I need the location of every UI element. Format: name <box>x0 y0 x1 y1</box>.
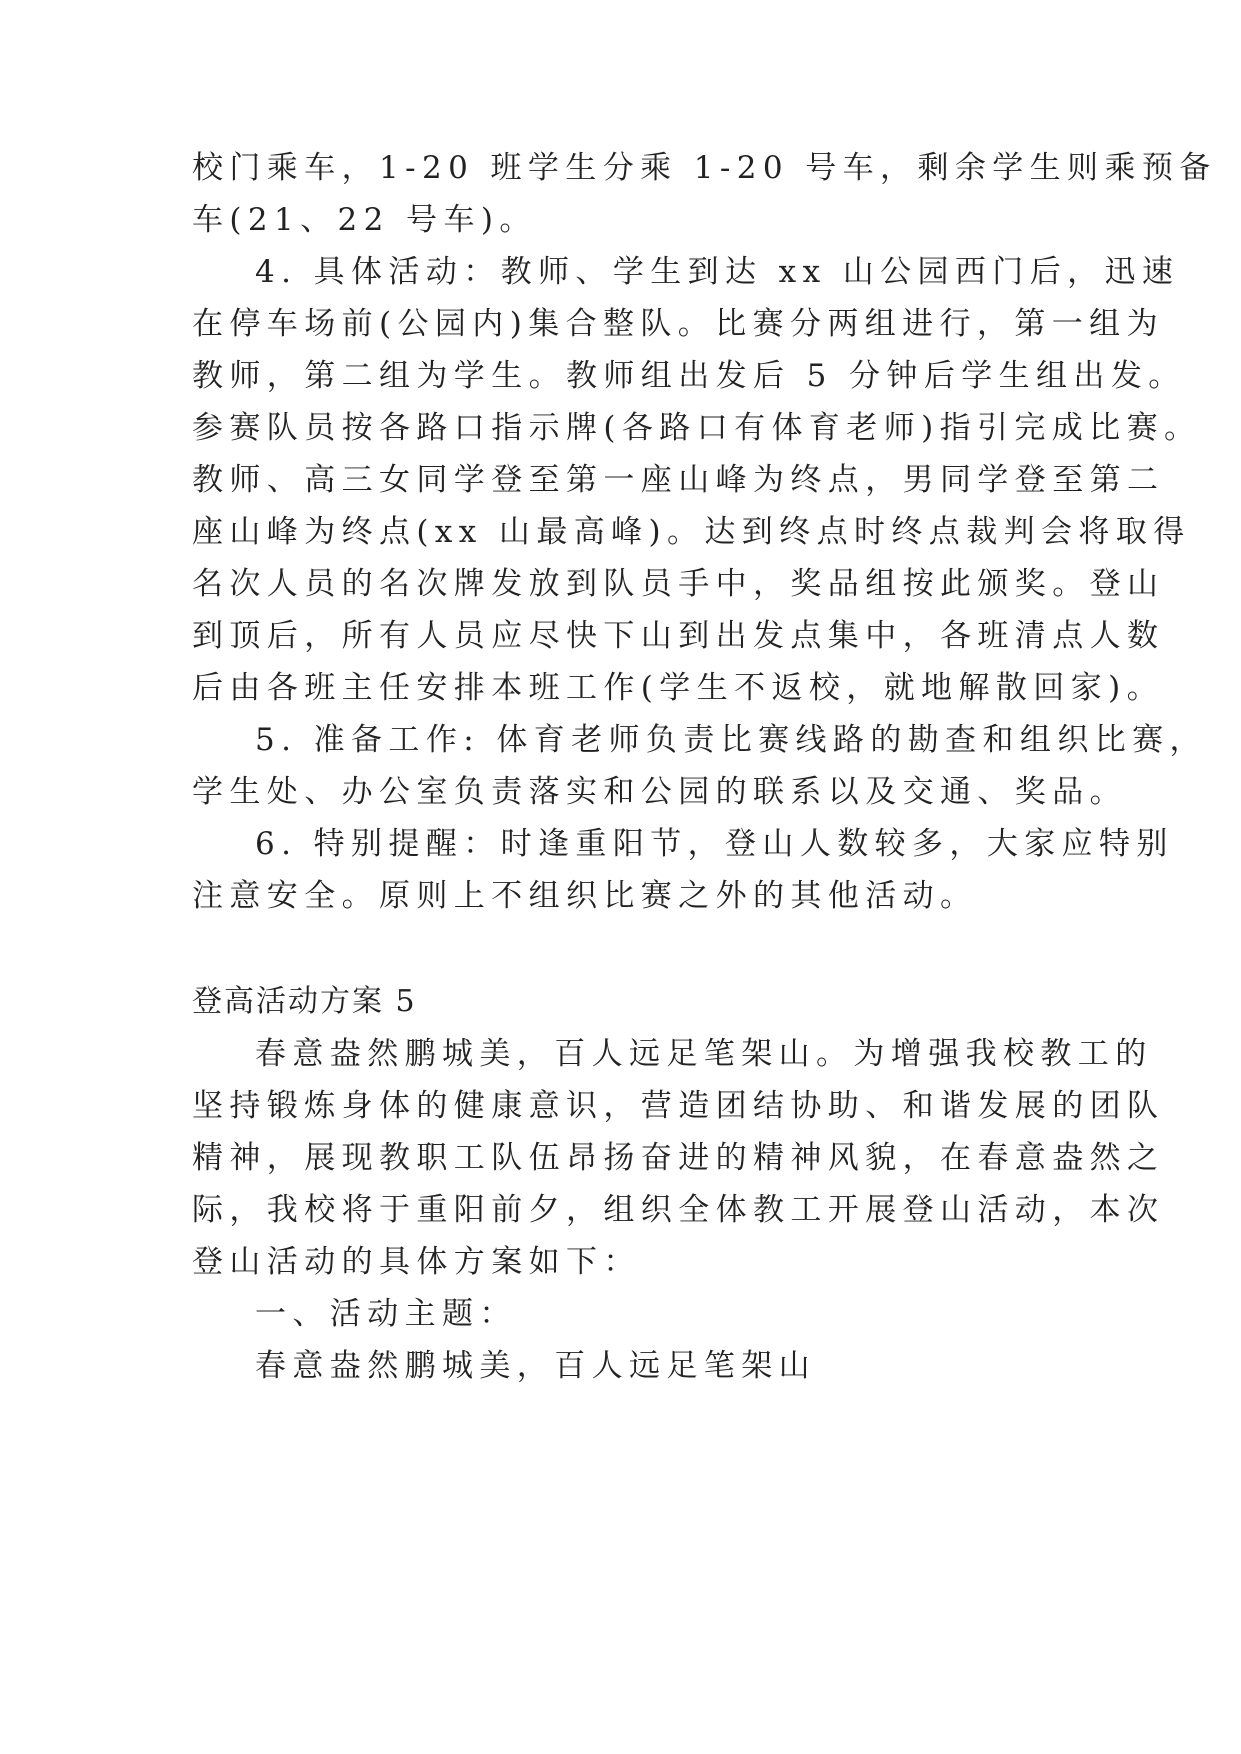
paragraph-line: 4. 具体活动：教师、学生到达 xx 山公园西门后，迅速 <box>255 254 1180 290</box>
paragraph-line: 坚持锻炼身体的健康意识，营造团结协助、和谐发展的团队 <box>192 1088 1165 1124</box>
paragraph-line: 登山活动的具体方案如下： <box>192 1244 641 1280</box>
paragraph-line: 春意盎然鹏城美，百人远足笔架山 <box>255 1348 816 1384</box>
paragraph-line: 座山峰为终点(xx 山最高峰)。达到终点时终点裁判会将取得 <box>192 514 1191 550</box>
paragraph-line: 后由各班主任安排本班工作(学生不返校，就地解散回家)。 <box>192 670 1164 706</box>
paragraph-line: 春意盎然鹏城美，百人远足笔架山。为增强我校教工的 <box>255 1036 1153 1072</box>
paragraph-line: 6. 特别提醒：时逢重阳节，登山人数较多，大家应特别 <box>255 826 1174 862</box>
paragraph-line: 名次人员的名次牌发放到队员手中，奖品组按此颁奖。登山 <box>192 566 1165 602</box>
section-heading: 登高活动方案 5 <box>192 984 417 1019</box>
paragraph-line: 到顶后，所有人员应尽快下山到出发点集中，各班清点人数 <box>192 618 1165 654</box>
paragraph-line: 在停车场前(公园内)集合整队。比赛分两组进行，第一组为 <box>192 306 1164 342</box>
paragraph-line: 学生处、办公室负责落实和公园的联系以及交通、奖品。 <box>192 774 1127 810</box>
paragraph-line: 际，我校将于重阳前夕，组织全体教工开展登山活动，本次 <box>192 1192 1165 1228</box>
paragraph-line: 车(21、22 号车)。 <box>192 202 537 238</box>
paragraph-line: 校门乘车，1-20 班学生分乘 1-20 号车，剩余学生则乘预备 <box>192 150 1217 186</box>
subheading-line: 一、活动主题： <box>255 1296 517 1332</box>
paragraph-line: 5. 准备工作: 体育老师负责比赛线路的勘查和组织比赛， <box>255 722 1207 758</box>
paragraph-line: 教师，第二组为学生。教师组出发后 5 分钟后学生组出发。 <box>192 358 1186 394</box>
paragraph-line: 参赛队员按各路口指示牌(各路口有体育老师)指引完成比赛。 <box>192 410 1202 446</box>
paragraph-line: 精神，展现教职工队伍昂扬奋进的精神风貌，在春意盎然之 <box>192 1140 1165 1176</box>
paragraph-line: 注意安全。原则上不组织比赛之外的其他活动。 <box>192 878 978 914</box>
paragraph-line: 教师、高三女同学登至第一座山峰为终点，男同学登至第二 <box>192 462 1165 498</box>
